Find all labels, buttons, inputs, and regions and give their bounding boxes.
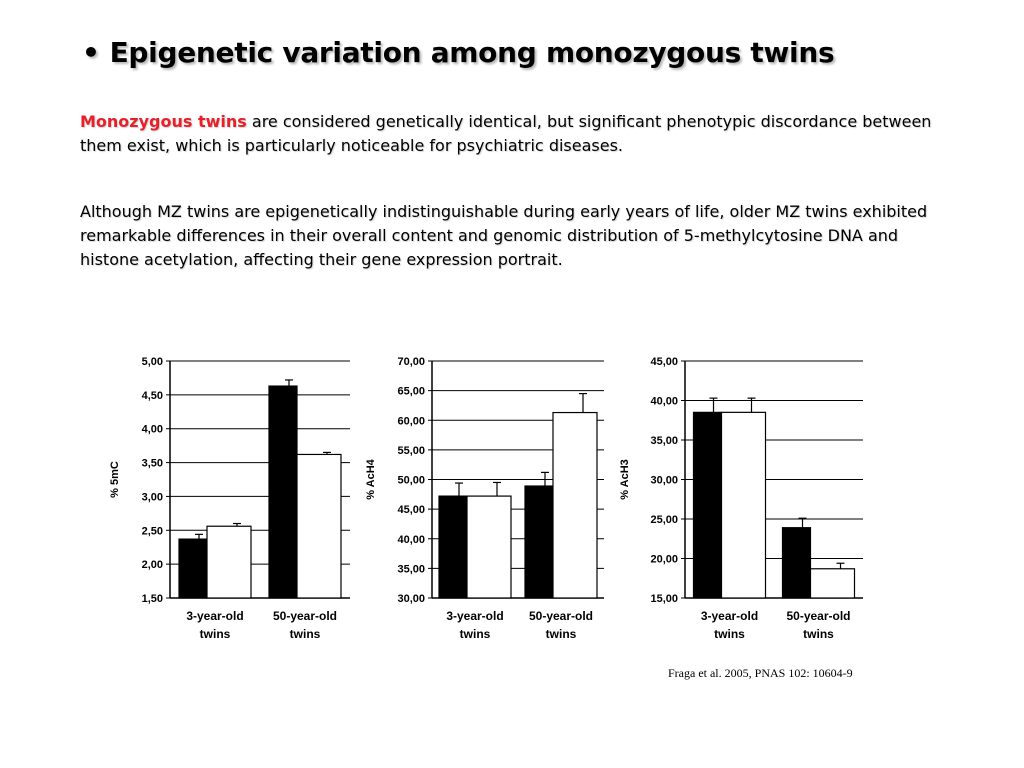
- y-tick-label: 3,50: [141, 457, 163, 470]
- y-tick-label: 40,00: [650, 395, 678, 408]
- category-label: twins: [289, 627, 321, 641]
- bar-white: [811, 569, 855, 598]
- chart-1: [109, 356, 350, 641]
- category-label: 50-year-old: [272, 609, 338, 623]
- y-tick-label: 20,00: [650, 553, 678, 566]
- y-tick-label: 35,00: [397, 563, 425, 576]
- bar-black: [783, 528, 811, 598]
- paragraph-2: Although MZ twins are epigenetically indistinguishable during early years of life, older MZ twins exhibited remarkable differences in their overall content and genomic distribution of 5-methylcytosine DNA and histone acetylation, affecting their gene expression portrait.: [80, 202, 928, 269]
- y-tick-label: 4,50: [141, 389, 163, 402]
- bar-white: [467, 496, 511, 598]
- category-label: twins: [714, 627, 745, 641]
- chart-3: [619, 356, 863, 641]
- bar-black: [179, 539, 207, 598]
- paragraph-1-text: are considered genetically identical, but significant phenotypic discordance between them exist, which is particularly noticeable for psychiatric diseases.: [80, 112, 932, 155]
- bar-white: [207, 526, 251, 598]
- citation: Fraga et al. 2005, PNAS 102: 10604-9: [668, 666, 853, 680]
- y-tick-label: 35,00: [650, 435, 678, 447]
- category-label: 3-year-old: [446, 609, 504, 623]
- y-tick-label: 45,00: [397, 504, 425, 517]
- y-tick-label: 50,00: [397, 474, 425, 487]
- paragraph-1: [80, 110, 960, 158]
- y-tick-label: 1,50: [141, 593, 163, 605]
- bar-black: [439, 496, 467, 598]
- bar-charts: [0, 340, 1024, 660]
- y-tick-label: 25,00: [650, 514, 678, 526]
- highlight-term: Monozygous twins: [80, 112, 247, 131]
- category-label: twins: [459, 627, 491, 641]
- title-bullet: •: [82, 36, 100, 69]
- y-tick-label: 2,00: [141, 559, 163, 572]
- y-tick-label: 65,00: [397, 385, 425, 398]
- chart-2: [365, 356, 604, 641]
- bar-white: [553, 413, 597, 598]
- y-tick-label: 30,00: [650, 474, 678, 487]
- y-tick-label: 30,00: [397, 593, 425, 605]
- y-axis-label: % AcH4: [365, 459, 377, 500]
- y-tick-label: 5,00: [141, 356, 163, 368]
- y-tick-label: 55,00: [397, 444, 425, 457]
- category-label: 50-year-old: [528, 609, 594, 623]
- slide-title: [82, 36, 834, 69]
- y-tick-label: 2,50: [141, 525, 163, 538]
- bar-black: [525, 486, 553, 598]
- y-axis-label: % AcH3: [619, 459, 631, 500]
- y-tick-label: 40,00: [397, 533, 425, 546]
- y-tick-label: 60,00: [397, 415, 425, 428]
- category-label: twins: [199, 627, 231, 641]
- category-label: 50-year-old: [786, 609, 851, 623]
- y-tick-label: 15,00: [650, 593, 678, 605]
- category-label: twins: [803, 627, 834, 641]
- category-label: twins: [545, 627, 577, 641]
- y-tick-label: 70,00: [397, 356, 425, 368]
- bar-white: [297, 454, 341, 598]
- y-axis-label: % 5mC: [109, 461, 121, 498]
- category-label: 3-year-old: [186, 609, 244, 623]
- title-text: Epigenetic variation among monozygous twins: [109, 36, 835, 69]
- y-tick-label: 4,00: [141, 423, 163, 436]
- y-tick-label: 3,00: [141, 491, 163, 504]
- bar-black: [269, 386, 297, 598]
- category-label: 3-year-old: [700, 609, 759, 623]
- bar-white: [722, 412, 766, 598]
- bar-black: [694, 412, 722, 598]
- y-tick-label: 45,00: [650, 356, 678, 368]
